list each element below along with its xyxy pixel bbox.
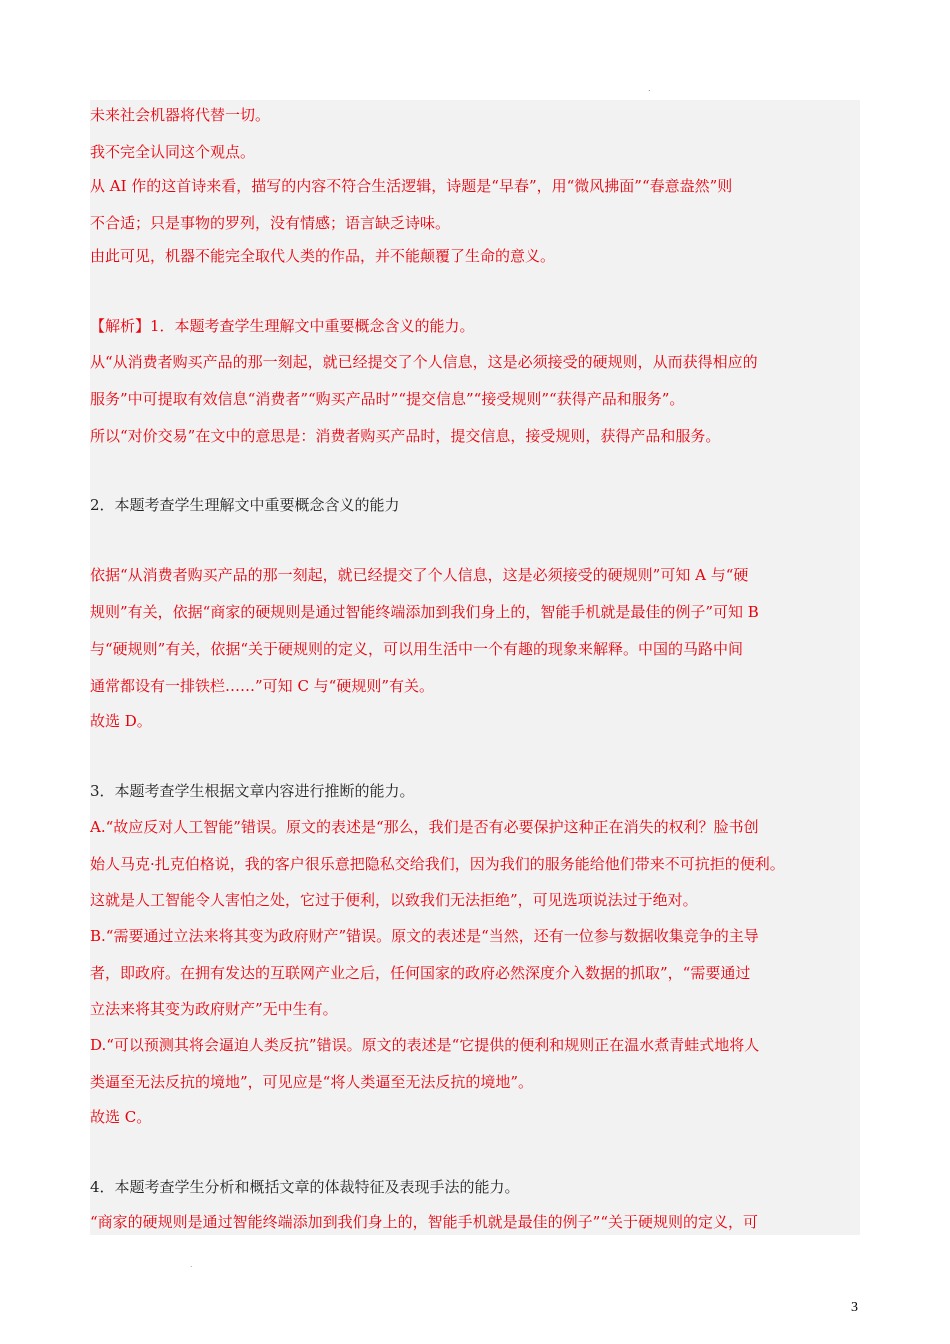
text-line: 始人马克·扎克伯格说，我的客户很乐意把隐私交给我们，因为我们的服务能给他们带来不可抗拒的便利。 [90,855,785,873]
question-heading-line: 4．本题考查学生分析和概括文章的体裁特征及表现手法的能力。 [90,1178,520,1196]
text-line: 未来社会机器将代替一切。 [90,106,271,124]
text-line: 者，即政府。在拥有发达的互联网产业之后，任何国家的政府必然深度介入数据的抓取”，“需要通过 [90,964,751,982]
answer-content-area [90,100,860,1235]
question-heading-line: 2．本题考查学生理解文中重要概念含义的能力 [90,496,400,514]
text-line: 服务”中可提取有效信息“消费者”“购买产品时”“提交信息”“接受规则”“获得产品和服务”。 [90,390,685,408]
text-line: 规则”有关，依据“商家的硬规则是通过智能终端添加到我们身上的，智能手机就是最佳的例子”可知 B [90,603,759,621]
text-line: 由此可见，机器不能完全取代人类的作品，并不能颠覆了生命的意义。 [90,247,556,265]
footer-dot-mark: . [190,1260,193,1269]
text-line: 不合适；只是事物的罗列，没有情感；语言缺乏诗味。 [90,214,451,232]
text-line: A.“故应反对人工智能”错误。原文的表述是“那么，我们是否有必要保护这种正在消失的权利？脸书创 [90,818,759,836]
text-line: 通常都设有一排铁栏……”可知 C 与“硬规则”有关。 [90,677,435,695]
text-line: 故选 C。 [90,1108,152,1126]
text-line: B.“需要通过立法来将其变为政府财产”错误。原文的表述是“当然，还有一位参与数据收集竞争的主导 [90,927,759,945]
header-dot-mark: . [648,84,651,93]
analysis-heading-line: 【解析】1．本题考查学生理解文中重要概念含义的能力。 [90,317,475,335]
text-line: 依据“从消费者购买产品的那一刻起，就已经提交了个人信息，这是必须接受的硬规则”可知 A 与“硬 [90,566,749,584]
text-line: 这就是人工智能令人害怕之处，它过于便利，以致我们无法拒绝”，可见选项说法过于绝对。 [90,891,698,909]
text-line: 从“从消费者购买产品的那一刻起，就已经提交了个人信息，这是必须接受的硬规则，从而获得相应的 [90,353,758,371]
text-line: 所以“对价交易”在文中的意思是：消费者购买产品时，提交信息，接受规则，获得产品和服务。 [90,427,721,445]
question-heading-line: 3．本题考查学生根据文章内容进行推断的能力。 [90,782,415,800]
text-line: 与“硬规则”有关，依据“关于硬规则的定义，可以用生活中一个有趣的现象来解释。中国的马路中间 [90,640,744,658]
text-line: 我不完全认同这个观点。 [90,143,256,161]
text-line: 类逼至无法反抗的境地”，可见应是“将人类逼至无法反抗的境地”。 [90,1073,534,1091]
text-line: D.“可以预测其将会逼迫人类反抗”错误。原文的表述是“它提供的便利和规则正在温水煮青蛙式地将人 [90,1036,760,1054]
text-line: 立法来将其变为政府财产”无中生有。 [90,1000,338,1018]
text-line: “商家的硬规则是通过智能终端添加到我们身上的，智能手机就是最佳的例子”“关于硬规则的定义，可 [90,1213,759,1231]
page-number: 3 [851,1300,858,1315]
text-line: 从 AI 作的这首诗来看，描写的内容不符合生活逻辑，诗题是“早春”，用“微风拂面”“春意盎然”则 [90,177,733,195]
text-line: 故选 D。 [90,712,152,730]
